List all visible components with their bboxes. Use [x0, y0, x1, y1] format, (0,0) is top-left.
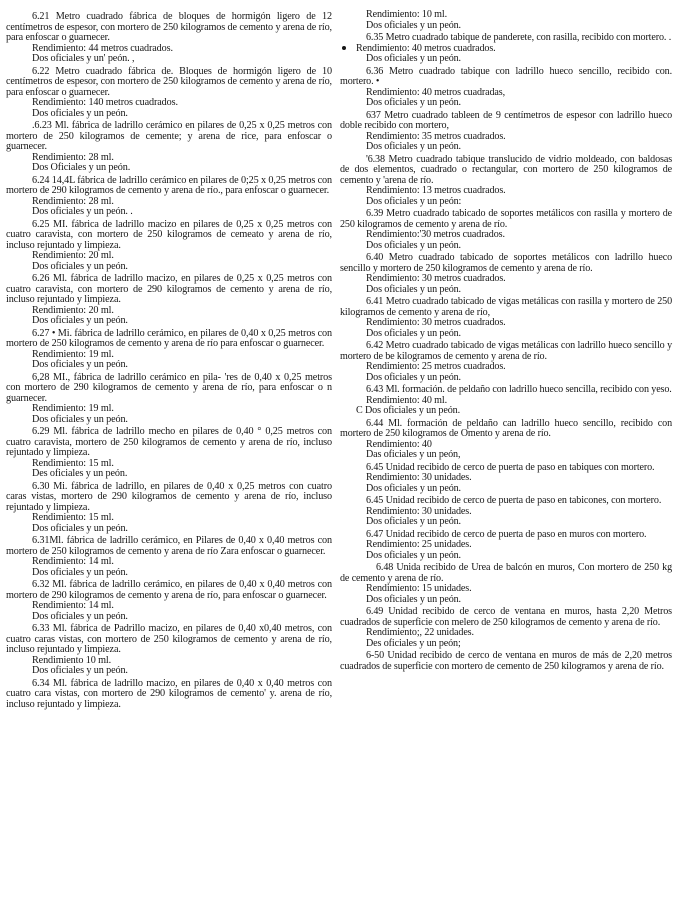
paragraph-text: Rendimiento: 10 ml. [366, 9, 447, 20]
item-detail [340, 406, 672, 417]
paragraph-text: 6.35 Metro cuadrado tabique de panderete, con rasilla, recibido con mortero. . [366, 32, 672, 43]
paragraph-text: Dos oficiales y un peón. [32, 315, 128, 326]
item-heading [340, 607, 672, 628]
paragraph-text: Dos oficiales y un peón. [32, 566, 128, 578]
paragraph-text: Rendimiento: 19 ml. [32, 403, 114, 414]
item-heading [6, 176, 332, 197]
paragraph-text: 6.41 Metro cuadrado tabicado de vigas metálicas con rasilla y mortero de 250 kilogramos de cemento y arena de río, [340, 296, 672, 318]
paragraph-text: Rendimiento: 40 metros cuadrados. [356, 42, 496, 54]
paragraph-text: Rendimiento: 140 metros cuadrados. [32, 97, 178, 108]
paragraph-text: Das oficiales y un peón, [366, 449, 461, 460]
paragraph-text: Rendimiento: 30 metros cuadrados. [366, 317, 506, 328]
paragraph-text: Rendimiento: 30 unidades. [366, 505, 472, 517]
paragraph-text: 6.32 Ml. fábrica de ladrillo cerámico, en pilares de 0,40 x 0,40 metros con mortero de 290 kilogramos de cemento y arena de río, para enfoscar o guarnecer. [6, 579, 332, 601]
paragraph-text: Rendimiento: 20 ml. [32, 304, 114, 316]
paragraph-text: Rendimiento: 44 metros cuadrados. [32, 42, 173, 54]
paragraph-text: '6.38 Metro cuadrado tabique translucido de vidrio moldeado, con baldosas de dos elementos, cuadrado o rectangular, con mortero de 250 kilogramos de cemento y 'arena de río. [340, 153, 672, 186]
paragraph-text: 6.42 Metro cuadrado tabicado de vigas metálicas con ladrillo hueco sencillo y mortero de be kilogramos de cemento y arena de río. [340, 340, 672, 362]
paragraph-text: Rendimiento: 14 ml. [32, 556, 114, 567]
item-heading [6, 274, 332, 306]
paragraph-text: Rendimiento: 19 ml. [32, 348, 114, 360]
paragraph-text: 6.39 Metro cuadrado tabicado de soportes metálicos con rasilla y mortero de 250 kilogramos de cemento y arena de río. [340, 208, 672, 230]
paragraph-text: Rendimiento: 30 metros cuadrados. [366, 273, 506, 284]
paragraph-text: Dos oficiales y un peón. [366, 593, 461, 605]
paragraph-text: 6,28 MI., fábrica de ladrillo cerámico en pila- 'res de 0,40 x 0,25 metros con mortero de 290 kilogramos de cemento y arena de río, para enfoscar o n guarnecer. [6, 371, 332, 404]
paragraph-text: Dos oficiales y un peón. [366, 141, 461, 152]
paragraph-text: 6.25 MI. fábrica de ladrillo macizo en pilares de 0,25 x 0,25 metros con cuatro caravista, con mortero de 250 kilogramos de cemeato y arena de río, incluso rejuntado y limpieza. [6, 218, 332, 251]
item-heading [6, 624, 332, 656]
item-heading [6, 67, 332, 99]
item-heading [340, 67, 672, 88]
paragraph-text: 6.27 • Mi. fábrica de ladrillo cerámico, en pilares de 0,40 x 0,25 metros con mortero de 250 kilogramos de cemento y arena de río para enfoscar o guarnecer. [6, 327, 332, 349]
item-heading [340, 419, 672, 440]
item-detail [340, 373, 672, 384]
item-detail [340, 241, 672, 252]
paragraph-text: Rendimiento: 40 [366, 438, 432, 450]
item-heading [340, 297, 672, 318]
item-heading [6, 427, 332, 459]
item-heading [6, 679, 332, 711]
paragraph-text: 6.49 Unidad recibido de cerco de ventana en muros, hasta 2,20 Metros cuadrados de superficie con melero de 250 kilogramos de cemento y arena de río. [340, 606, 672, 628]
paragraph-text: Dos oficiales y un peón. [366, 239, 461, 251]
item-heading [340, 563, 672, 584]
item-detail [6, 612, 332, 623]
paragraph-text: Dos oficiales y un peón. [366, 516, 461, 527]
paragraph-text: Dos oficiales y un peón. [32, 359, 128, 370]
paragraph-text: Dos oficiales y un peón. [366, 549, 461, 561]
paragraph-text: Dos oficiales y un peón. [366, 482, 461, 494]
item-heading [6, 536, 332, 557]
paragraph-text: Dos oficiales y un peón. [32, 107, 128, 119]
paragraph-text: Dos oficiales y un peón. [32, 610, 128, 622]
paragraph-text: 6.47 Unidad recibido de cerco de puerta de paso en muros con mortero. [366, 528, 647, 540]
paragraph-text: Rendimiento: 28 ml. [32, 195, 114, 207]
paragraph-text: Dos oficiales y un peón. [366, 371, 461, 383]
item-detail [340, 551, 672, 562]
paragraph-text: Dos oficiales y un peón. [32, 522, 128, 534]
paragraph-text: Rendimiento: 15 unidades. [366, 583, 472, 594]
item-detail [6, 54, 332, 65]
item-detail [340, 98, 672, 109]
item-detail [6, 568, 332, 579]
paragraph-text: 6.24 14,4L fábrica de ladrillo cerámico en pilares de 0;25 x 0,25 metros con mortero de 290 kilogramos de cemento y arena de río., para enfoscar o guarnecer. [6, 174, 332, 196]
paragraph-text: 637 Metro cuadrado tableen de 9 centímetros de espesor con ladrillo hueco doble recibido con mortero, [340, 109, 672, 131]
paragraph-text: 6.45 Unidad recibido de cerco de puerta de paso en tabiques con mortero. [366, 461, 655, 473]
paragraph-text: 6.34 Ml. fábrica de ladrillo macizo, en pilares de 0,40 x 0,40 metros con cuatro cara vistas, con mortero de 290 kilogramos de cemento' y. arena de río, incluso rejuntado y limpieza. [6, 677, 332, 710]
paragraph-text: Des oficiales y un peón. [32, 468, 128, 479]
item-heading [340, 155, 672, 187]
paragraph-text: Rendimiento: 25 unidades. [366, 539, 472, 550]
item-heading [6, 121, 332, 153]
paragraph-text: 6.29 Ml. fábrica de ladrillo mecho en pilares de 0,40 ° 0,25 metros con cuatro caravista, mortero de 250 kilogramos de cemento y arena de río, incluso rejuntado y limpieza. [6, 426, 332, 458]
paragraph-text: Rendimiento 10 ml. [32, 654, 112, 666]
paragraph-text: Rendimiento: 28 ml. [32, 151, 114, 163]
item-detail [340, 54, 672, 65]
item-detail [340, 329, 672, 340]
paragraph-text: Dos oficiales y un peón. [366, 19, 461, 31]
right-column [340, 10, 672, 672]
paragraph-text: Des oficiales y un peón; [366, 637, 461, 649]
paragraph-text: Rendimiento: 14 ml. [32, 600, 114, 611]
paragraph-text: Rendimiento: 15 ml. [32, 512, 114, 523]
paragraph-text: 6.21 Metro cuadrado fábrica de bloques de hormigón ligero de 12 centímetros de espesor, con mortero de 250 kilogramos de cemento y arena de río, para enfoscar o guarnecer. [6, 11, 332, 43]
paragraph-text: Rendimiento: 30 unidades. [366, 472, 472, 483]
item-heading [340, 209, 672, 230]
item-heading [6, 220, 332, 252]
paragraph-text: Dos oficiales y un peón. [32, 260, 128, 272]
paragraph-text: Dos oficiales y un peón: [366, 195, 462, 207]
item-detail [340, 484, 672, 495]
paragraph-text: Dos oficiales y un peón. . [32, 206, 133, 217]
item-heading [340, 651, 672, 672]
item-detail [340, 285, 672, 296]
item-heading [6, 580, 332, 601]
item-heading [6, 373, 332, 405]
paragraph-text: Rendimiento: 40 metros cuadradas, [366, 86, 505, 98]
paragraph-text: 6.22 Metro cuadrado fábrica de. Bloques de hormigón ligero de 10 centímetros de espesor, con mortero de 250 kilogramos de cemento y arena de río, para enfoscar o guarnecer. [6, 65, 332, 98]
item-detail [340, 639, 672, 650]
paragraph-text: Rendimiento:'30 metros cuadrados. [366, 229, 505, 240]
paragraph-text: 6.36 Metro cuadrado tabique con ladrillo hueco sencillo, recibido con. mortero. • [340, 65, 672, 87]
item-detail [6, 262, 332, 273]
item-heading [340, 111, 672, 132]
item-detail [6, 666, 332, 677]
paragraph-text: 6.40 Metro cuadrado tabicado de soportes metálicos con ladrillo hueco sencillo y mortero de 250 kilogramos de cemento y arena de río. [340, 252, 672, 274]
item-heading [6, 329, 332, 350]
item-detail [340, 44, 672, 55]
item-detail [6, 469, 332, 480]
paragraph-text: 6.26 Ml. fábrica de ladrillo macizo, en pilares de 0,25 x 0,25 metros con cuatro caravista, con mortero de 290 kilogramos de cemento y arena de río, incluso rejuntado y limpieza. [6, 273, 332, 305]
item-detail [6, 163, 332, 174]
item-heading [340, 253, 672, 274]
paragraph-text: 6.43 Ml. formación. de peldaño con ladrillo hueco sencilla, recibido con yeso. [366, 384, 672, 395]
item-detail [6, 360, 332, 371]
paragraph-text: Rendimiento: 20 ml. [32, 250, 114, 261]
paragraph-text: Dos oficiales y un peón. [366, 53, 461, 64]
paragraph-text: .6.23 Ml. fábrica de ladrillo cerámico en pilares de 0,25 x 0,25 metros con mortero de 250 kilogramos de cemente; y arena de rice, para enfoscar o guarnecer. [6, 120, 332, 152]
item-detail [6, 524, 332, 535]
paragraph-text: Rendimiento: 13 metros cuadrados. [366, 185, 506, 196]
left-column [6, 10, 332, 710]
paragraph-text: 6.30 Mi. fábrica de ladrillo, en pilares de 0,40 x 0,25 metros con cuatro caras vistas, mortero de 290 kilogramos de cemento y arena de río, incluso rejuntado y limpieza. [6, 480, 332, 513]
item-detail [340, 142, 672, 153]
item-detail [6, 207, 332, 218]
paragraph-text: Dos Oficiales y un peón. [32, 162, 131, 173]
item-heading [6, 12, 332, 44]
paragraph-text: 6.33 Ml. fábrica de Padrillo macizo, en pilares de 0,40 x0,40 metros, con cuatro caras vistas, con mortero de 250 kilogramos de cemento y arena de río, incluso rejuntado y limpieza. [6, 623, 332, 655]
item-heading [340, 341, 672, 362]
item-detail [340, 197, 672, 208]
paragraph-text: Rendimiento: 40 ml. [366, 394, 447, 406]
item-detail [6, 415, 332, 426]
item-detail [6, 316, 332, 327]
paragraph-text: 6-50 Unidad recibido de cerco de ventana en muros de más de 2,20 metros cuadrados de superficie con mortero de cemento de 250 kilogramos y arena de río. [340, 650, 672, 672]
item-detail [340, 21, 672, 32]
paragraph-text: 6.44 Ml. formación de peldaño can ladrillo hueco sencillo, recibido con mortero de 250 kilogramos de Omento y arena de río. [340, 417, 672, 439]
paragraph-text: Rendimiento;, 22 unidades. [366, 627, 474, 638]
paragraph-text: Dos oficiales y un' peón. , [32, 53, 135, 64]
paragraph-text: Dos oficiales y un peón. [32, 413, 128, 425]
paragraph-text: Dos oficiales y un peón. [366, 97, 461, 108]
paragraph-text: C Dos oficiales y un peón. [356, 405, 460, 416]
paragraph-text: Rendimiento: 25 metros cuadrados. [366, 361, 506, 372]
item-detail [340, 450, 672, 461]
paragraph-text: Rendimiento: 15 ml. [32, 457, 114, 469]
bullet-icon [342, 46, 346, 50]
paragraph-text: 6.31Ml. fábrica de ladrillo cerámico, en Pilares de 0,40 x 0,40 metros con mortero de 250 kilogramos de cemento y arena de río Zara enfoscar o guarnecer. [6, 535, 332, 557]
item-heading [6, 482, 332, 514]
paragraph-text: Dos oficiales y un peón. [366, 283, 461, 295]
item-detail [340, 517, 672, 528]
item-detail [6, 109, 332, 120]
paragraph-text: 6.48 Unida recibido de Urea de balcón en muros, Con mortero de 250 kg de cemento y arena de río. [340, 562, 672, 584]
paragraph-text: 6.45 Unidad recibido de cerco de puerta de paso en tabicones, con mortero. [366, 495, 662, 506]
item-detail [340, 595, 672, 606]
paragraph-text: Dos oficiales y un peón. [32, 665, 128, 676]
paragraph-text: Dos oficiales y un peón. [366, 327, 461, 339]
paragraph-text: Rendimiento: 35 metros cuadrados. [366, 130, 506, 142]
